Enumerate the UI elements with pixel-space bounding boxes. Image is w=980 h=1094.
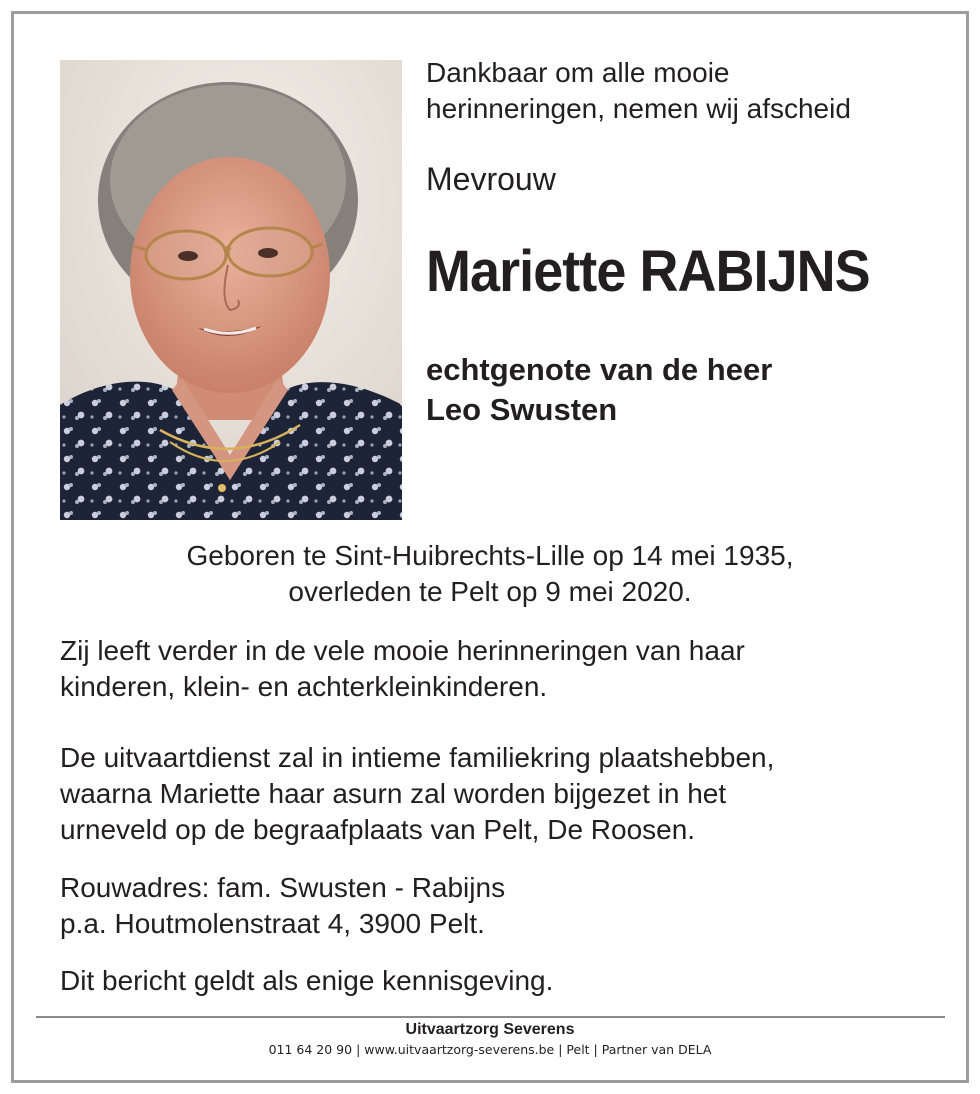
intro-text [426, 55, 851, 127]
honorific: Mevrouw [426, 161, 556, 197]
spouse-line: echtgenote van de heer [426, 352, 773, 387]
paragraph-line: Zij leeft verder in de vele mooie herinneringen van haar [60, 635, 745, 666]
mourning-address [60, 870, 505, 942]
paragraph-line: kinderen, klein- en achterkleinkinderen. [60, 671, 548, 702]
paragraph-line: De uitvaartdienst zal in intieme familiekring plaatshebben, [60, 742, 775, 773]
service-paragraph [60, 740, 774, 848]
address-line: p.a. Houtmolenstraat 4, 3900 Pelt. [60, 908, 485, 939]
memory-paragraph [60, 633, 745, 705]
paragraph-line: urneveld op de begraafplaats van Pelt, De Roosen. [60, 814, 696, 845]
footer-divider [36, 1016, 945, 1018]
intro-line: herinneringen, nemen wij afscheid [426, 93, 851, 124]
intro-line: Dankbaar om alle mooie [426, 57, 730, 88]
spouse-line: Leo Swusten [426, 392, 618, 427]
birth-death-dates [0, 538, 980, 610]
death-line: overleden te Pelt op 9 mei 2020. [288, 576, 692, 607]
spouse-text [426, 350, 772, 430]
funeral-home-name: Uitvaartzorg Severens [405, 1021, 575, 1038]
birth-line: Geboren te Sint-Huibrechts-Lille op 14 mei 1935, [186, 540, 794, 571]
funeral-home-contact: 011 64 20 90 | www.uitvaartzorg-severens.be | Pelt | Partner van DELA [268, 1042, 712, 1057]
portrait-photo [60, 60, 402, 520]
paragraph-line: waarna Mariette haar asurn zal worden bijgezet in het [60, 778, 727, 809]
address-line: Rouwadres: fam. Swusten - Rabijns [60, 872, 506, 903]
notice-statement: Dit bericht geldt als enige kennisgeving. [60, 965, 554, 996]
deceased-name: Mariette RABIJNS [426, 239, 870, 304]
